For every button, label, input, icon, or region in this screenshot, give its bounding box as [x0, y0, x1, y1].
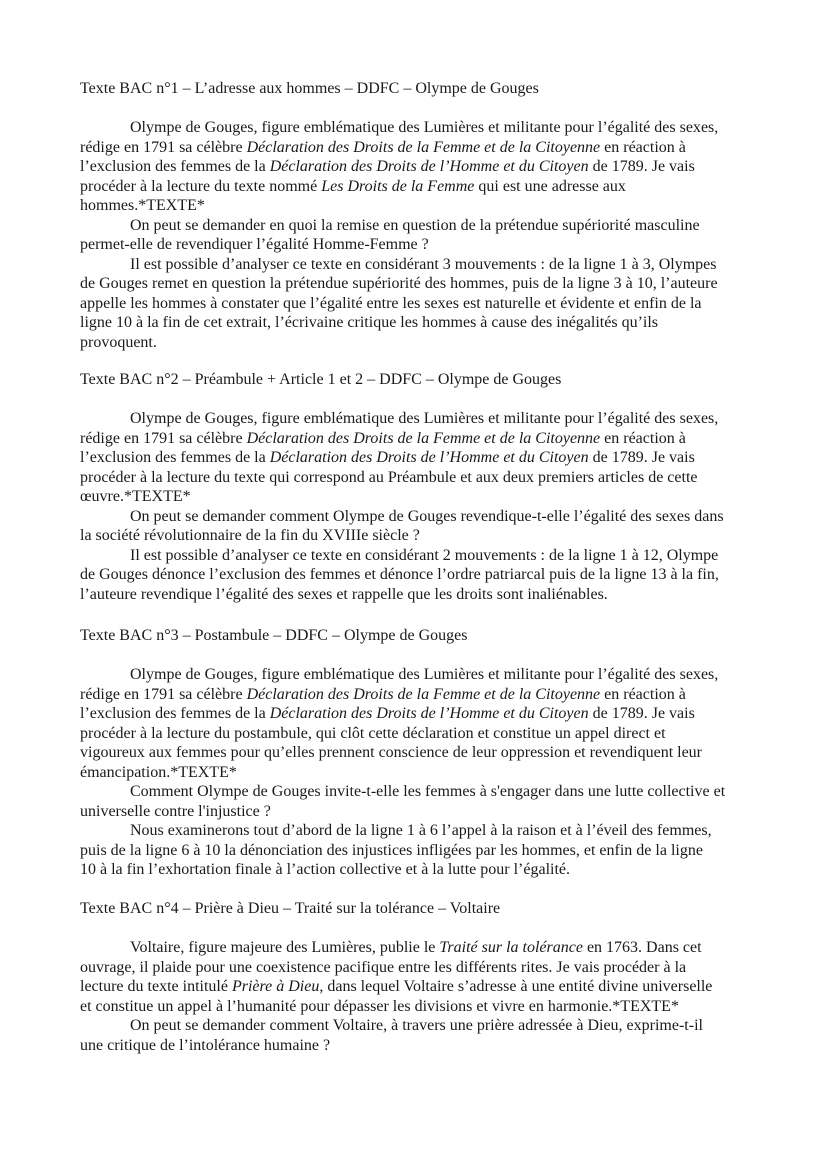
- body-text: une critique de l’intolérance humaine ?: [80, 1036, 331, 1054]
- italic-title-text: Déclaration des Droits de l’Homme et du Citoyen: [269, 158, 589, 175]
- text-line: [80, 685, 788, 705]
- text-line: [80, 938, 788, 958]
- body-text: puis de la ligne 6 à 10 la dénonciation des injustices infligées par les hommes, et enfin de la ligne: [80, 841, 703, 859]
- body-text: ligne 10 à la fin de cet extrait, l’écrivaine critique les hommes à cause des inégalités qu’ils: [80, 314, 659, 331]
- italic-title-text: Déclaration des Droits de l’Homme et du Citoyen: [269, 449, 589, 466]
- body-text: de 1789. Je vais: [588, 158, 695, 175]
- text-line: [80, 802, 788, 822]
- text-line: [80, 409, 788, 429]
- body-text: qui est une adresse aux: [474, 177, 626, 195]
- text-line: [80, 487, 788, 507]
- section-texte-3: [80, 626, 788, 880]
- italic-title-text: Déclaration des Droits de la Femme et de la Citoyenne: [246, 138, 601, 156]
- body-text: l’exclusion des femmes de la: [80, 158, 270, 175]
- text-line: [80, 157, 788, 177]
- body-text: de 1789. Je vais: [588, 705, 695, 722]
- body-text: l’exclusion des femmes de la: [80, 705, 270, 722]
- body-text: Il est possible d’analyser ce texte en considérant 3 mouvements : de la ligne 1 à 3, Olympes: [130, 255, 717, 273]
- text-line: [80, 977, 788, 997]
- body-text: permet-elle de revendiquer l’égalité Homme-Femme ?: [80, 236, 429, 253]
- body-text: procéder à la lecture du postambule, qui clôt cette déclaration et constitue un appel direct et: [80, 724, 666, 742]
- text-line: [80, 526, 788, 546]
- body-text: en réaction à: [600, 138, 686, 156]
- body-text: de Gouges dénonce l’exclusion des femmes et dénonce l’ordre patriarcal puis de la ligne 13 à la fin,: [80, 566, 719, 583]
- text-line: [80, 585, 788, 605]
- text-line: [80, 546, 788, 566]
- text-line: [80, 255, 788, 275]
- body-text: vigoureux aux femmes pour qu’elles prennent conscience de leur oppression et revendiquent leur: [80, 744, 703, 761]
- text-line: [80, 1036, 788, 1056]
- body-text: appelle les hommes à constater que l’égalité entre les sexes est naturelle et évidente et enfin de la: [80, 294, 702, 312]
- text-line: [80, 177, 788, 197]
- section-title: Texte BAC n°1 – L’adresse aux hommes – DDFC – Olympe de Gouges: [80, 80, 539, 97]
- body-text: Olympe de Gouges, figure emblématique des Lumières et militante pour l’égalité des sexes,: [130, 119, 719, 136]
- section-title: Texte BAC n°4 – Prière à Dieu – Traité sur la tolérance – Voltaire: [80, 900, 501, 917]
- text-line: [80, 448, 788, 468]
- italic-title-text: Prière à Dieu: [231, 978, 320, 995]
- italic-title-text: Déclaration des Droits de la Femme et de la Citoyenne: [246, 685, 601, 703]
- italic-title-text: Traité sur la tolérance: [439, 939, 583, 956]
- text-line: [80, 841, 788, 861]
- body-text: émancipation.*TEXTE*: [80, 763, 237, 781]
- text-line: [80, 429, 788, 449]
- section-title: Texte BAC n°3 – Postambule – DDFC – Olympe de Gouges: [80, 627, 468, 644]
- body-text: et constitue un appel à l’humanité pour dépasser les divisions et vivre en harmonie.*TEXTE*: [80, 997, 679, 1015]
- body-text: procéder à la lecture du texte qui correspond au Préambule et aux deux premiers articles de cette: [80, 468, 698, 486]
- italic-title-text: Déclaration des Droits de la Femme et de la Citoyenne: [246, 429, 601, 447]
- body-text: Voltaire, figure majeure des Lumières, publie le: [130, 939, 440, 956]
- text-line: [80, 958, 788, 978]
- section-texte-1: [80, 79, 788, 352]
- section-texte-2: [80, 370, 788, 604]
- text-line: [80, 782, 788, 802]
- text-line: [80, 763, 788, 783]
- body-text: œuvre.*TEXTE*: [80, 488, 191, 505]
- body-text: procéder à la lecture du texte nommé: [80, 177, 322, 195]
- text-line: [80, 565, 788, 585]
- body-text: Olympe de Gouges, figure emblématique des Lumières et militante pour l’égalité des sexes,: [130, 410, 719, 427]
- body-text: de 1789. Je vais: [588, 449, 695, 466]
- body-text: Nous examinerons tout d’abord de la ligne 1 à 6 l’appel à la raison et à l’éveil des femmes,: [130, 822, 712, 839]
- body-text: universelle contre l'injustice ?: [80, 802, 271, 820]
- body-text: la société révolutionnaire de la fin du XVIIIe siècle ?: [80, 527, 420, 544]
- text-line: [80, 294, 788, 314]
- text-line: [80, 1016, 788, 1036]
- text-line: [80, 468, 788, 488]
- text-line: [80, 274, 788, 294]
- text-line: [80, 138, 788, 158]
- text-line: [80, 507, 788, 527]
- body-text: Il est possible d’analyser ce texte en considérant 2 mouvements : de la ligne 1 à 12, Olympe: [130, 546, 719, 564]
- body-text: , dans lequel Voltaire s’adresse à une entité divine universelle: [319, 978, 713, 995]
- italic-title-text: Déclaration des Droits de l’Homme et du Citoyen: [269, 705, 589, 722]
- body-text: l’auteure revendique l’égalité des sexes et rappelle que les droits sont inaliénables.: [80, 585, 608, 603]
- body-text: 10 à la fin l’exhortation finale à l’action collective et à la lutte pour l’égalité.: [80, 861, 571, 878]
- text-line: [80, 821, 788, 841]
- body-text: provoquent.: [80, 333, 157, 351]
- body-text: On peut se demander comment Olympe de Gouges revendique-t-elle l’égalité des sexes dans: [130, 507, 724, 525]
- body-text: en réaction à: [600, 685, 686, 703]
- body-text: On peut se demander comment Voltaire, à travers une prière adressée à Dieu, exprime-t-il: [130, 1017, 703, 1034]
- body-text: On peut se demander en quoi la remise en question de la prétendue supériorité masculine: [130, 216, 700, 234]
- text-line: [80, 743, 788, 763]
- body-text: rédige en 1791 sa célèbre: [80, 429, 247, 447]
- body-text: hommes.*TEXTE*: [80, 197, 205, 214]
- body-text: en réaction à: [600, 429, 686, 447]
- body-text: Olympe de Gouges, figure emblématique des Lumières et militante pour l’égalité des sexes,: [130, 666, 719, 683]
- body-text: l’exclusion des femmes de la: [80, 449, 270, 466]
- text-line: [80, 196, 788, 216]
- body-text: de Gouges remet en question la prétendue supériorité des hommes, puis de la ligne 3 à 10, l’auteure: [80, 275, 718, 292]
- body-text: ouvrage, il plaide pour une coexistence pacifique entre les différents rites. Je vais procéder à la: [80, 958, 687, 976]
- text-line: [80, 118, 788, 138]
- text-line: [80, 997, 788, 1017]
- text-line: [80, 704, 788, 724]
- text-line: [80, 724, 788, 744]
- text-line: [80, 333, 788, 353]
- section-texte-4: [80, 899, 788, 1055]
- text-line: [80, 313, 788, 333]
- text-line: [80, 235, 788, 255]
- section-title: Texte BAC n°2 – Préambule + Article 1 et 2 – DDFC – Olympe de Gouges: [80, 371, 562, 388]
- body-text: Comment Olympe de Gouges invite-t-elle les femmes à s'engager dans une lutte collective et: [130, 783, 726, 800]
- body-text: en 1763. Dans cet: [582, 939, 702, 956]
- body-text: lecture du texte intitulé: [80, 978, 232, 995]
- text-line: [80, 665, 788, 685]
- italic-title-text: Les Droits de la Femme: [321, 177, 475, 195]
- text-line: [80, 216, 788, 236]
- body-text: rédige en 1791 sa célèbre: [80, 685, 247, 703]
- text-line: [80, 860, 788, 880]
- body-text: rédige en 1791 sa célèbre: [80, 138, 247, 156]
